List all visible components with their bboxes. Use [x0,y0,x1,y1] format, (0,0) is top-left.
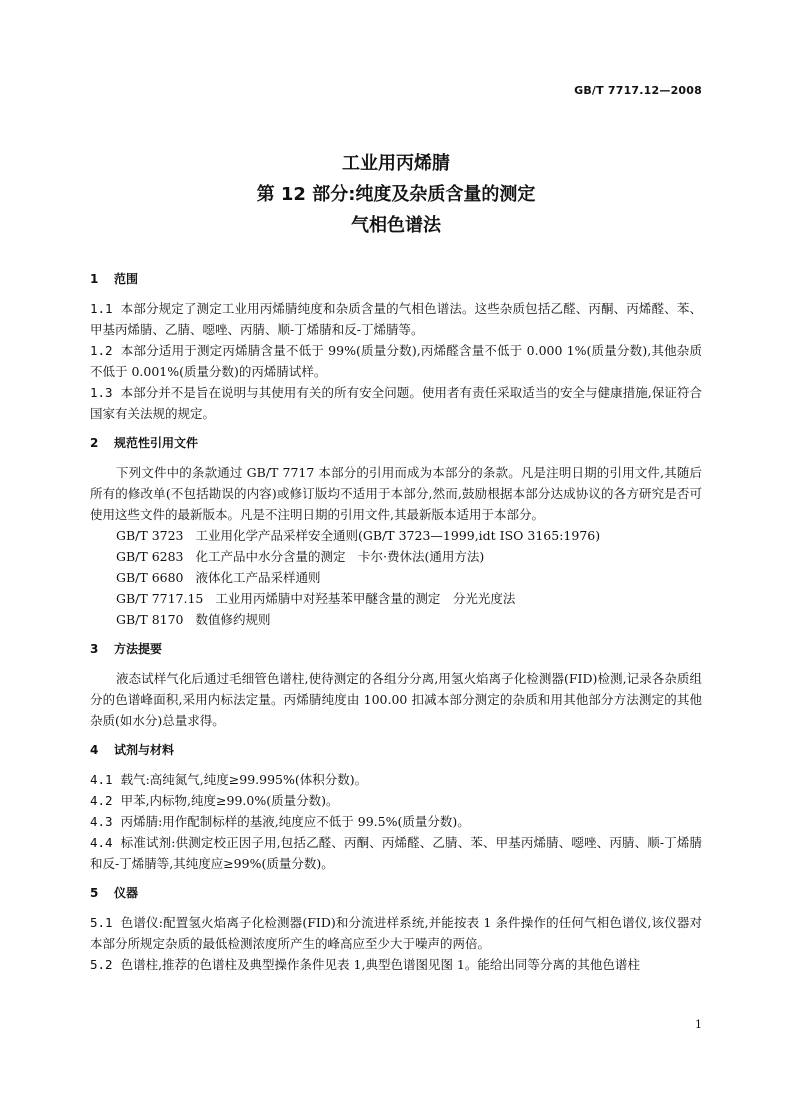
clause-text: 甲苯,内标物,纯度≥99.0%(质量分数)。 [120,793,339,808]
clause [90,790,702,811]
section-title: 方法提要 [114,642,163,656]
section-title: 规范性引用文件 [114,436,199,450]
reference-code: GB/T 8170 [116,612,184,627]
reference-title: 工业用丙烯腈中对羟基苯甲醚含量的测定 分光光度法 [215,591,516,606]
clause-number: 4.4 [90,835,113,850]
clause-text: 本部分并不是旨在说明与其使用有关的所有安全问题。使用者有责任采取适当的安全与健康措施,保证符合国家有关法规的规定。 [90,385,702,421]
title-line-2: 第 12 部分:纯度及杂质含量的测定 [256,184,536,205]
title-line-1: 工业用丙烯腈 [342,153,450,174]
reference-item [90,609,702,630]
reference-title: 化工产品中水分含量的测定 卡尔·费休法(通用方法) [195,549,485,564]
clause [90,912,702,954]
section-number: 5 [90,886,99,900]
reference-item [90,567,702,588]
section-heading [90,882,702,904]
section-number: 3 [90,642,99,656]
clause-number: 4.3 [90,814,113,829]
title-line-3: 气相色谱法 [351,215,441,236]
document-body [90,268,702,983]
section-normative-references [90,432,702,630]
reference-item [90,588,702,609]
clause [90,811,702,832]
clause [90,954,702,975]
clause-text: 色谱仪:配置氢火焰离子化检测器(FID)和分流进样系统,并能按表 1 条件操作的任何气相色谱仪,该仪器对本部分所规定杂质的最低检测浓度所产生的峰高应至少大于噪声的两倍。 [90,915,702,951]
clause-number: 1.3 [90,385,113,400]
reference-item [90,546,702,567]
clause-number: 5.2 [90,957,113,972]
section-number: 4 [90,743,99,757]
reference-code: GB/T 3723 [116,528,184,543]
section-title: 范围 [114,272,139,286]
standard-code: GB/T 7717.12—2008 [574,84,702,97]
section-heading [90,268,702,290]
clause [90,769,702,790]
clause-number: 4.2 [90,793,113,808]
reference-title: 工业用化学产品采样安全通则(GB/T 3723—1999,idt ISO 3165:1976) [195,528,601,543]
clause-number: 4.1 [90,772,113,787]
section-title: 仪器 [114,886,139,900]
clause [90,382,702,424]
section-method-summary [90,638,702,731]
reference-code: GB/T 7717.15 [116,591,204,606]
section-heading [90,638,702,660]
section-title: 试剂与材料 [114,743,175,757]
section-number: 1 [90,272,99,286]
reference-item [90,525,702,546]
clause-text: 本部分适用于测定丙烯腈含量不低于 99%(质量分数),丙烯醛含量不低于 0.000 1%(质量分数),其他杂质不低于 0.001%(质量分数)的丙烯腈试样。 [90,343,702,379]
section-number: 2 [90,436,99,450]
page-number: 1 [695,1018,702,1031]
clause-number: 1.2 [90,343,113,358]
clause-text: 标准试剂:供测定校正因子用,包括乙醛、丙酮、丙烯醛、乙腈、苯、甲基丙烯腈、噁唑、丙腈、顺-丁烯腈和反-丁烯腈等,其纯度应≥99%(质量分数)。 [90,835,702,871]
clause-text: 色谱柱,推荐的色谱柱及典型操作条件见表 1,典型色谱图见图 1。能给出同等分离的其他色谱柱 [120,957,640,972]
clause-text: 本部分规定了测定工业用丙烯腈纯度和杂质含量的气相色谱法。这些杂质包括乙醛、丙酮、丙烯醛、苯、甲基丙烯腈、乙腈、噁唑、丙腈、顺-丁烯腈和反-丁烯腈等。 [90,301,702,337]
section-intro: 下列文件中的条款通过 GB/T 7717 本部分的引用而成为本部分的条款。凡是注明日期的引用文件,其随后所有的修改单(不包括勘误的内容)或修订版均不适用于本部分,然而,鼓励根据本部分达成协议的各方研究是否可使用这些文件的最新版本。凡是不注明日期的引用文件,其最新版本适用于本部分。 [90,465,702,522]
clause-text: 载气:高纯氮气,纯度≥99.995%(体积分数)。 [120,772,368,787]
clause-number: 1.1 [90,301,113,316]
clause [90,298,702,340]
clause-number: 5.1 [90,915,113,930]
section-heading [90,739,702,761]
reference-title: 液体化工产品采样通则 [195,570,321,585]
clause [90,340,702,382]
clause-text: 丙烯腈:用作配制标样的基液,纯度应不低于 99.5%(质量分数)。 [120,814,470,829]
section-intro: 液态试样气化后通过毛细管色谱柱,使待测定的各组分分离,用氢火焰离子化检测器(FID)检测,记录各杂质组分的色谱峰面积,采用内标法定量。丙烯腈纯度由 100.00 扣减本部分测定的杂质和用其他部分方法测定的其他杂质(如水分)总量求得。 [90,671,702,728]
section-scope [90,268,702,424]
section-heading [90,432,702,454]
section-apparatus [90,882,702,975]
document-title [0,148,792,241]
reference-code: GB/T 6680 [116,570,184,585]
reference-code: GB/T 6283 [116,549,184,564]
clause [90,832,702,874]
section-reagents [90,739,702,874]
reference-title: 数值修约规则 [195,612,271,627]
